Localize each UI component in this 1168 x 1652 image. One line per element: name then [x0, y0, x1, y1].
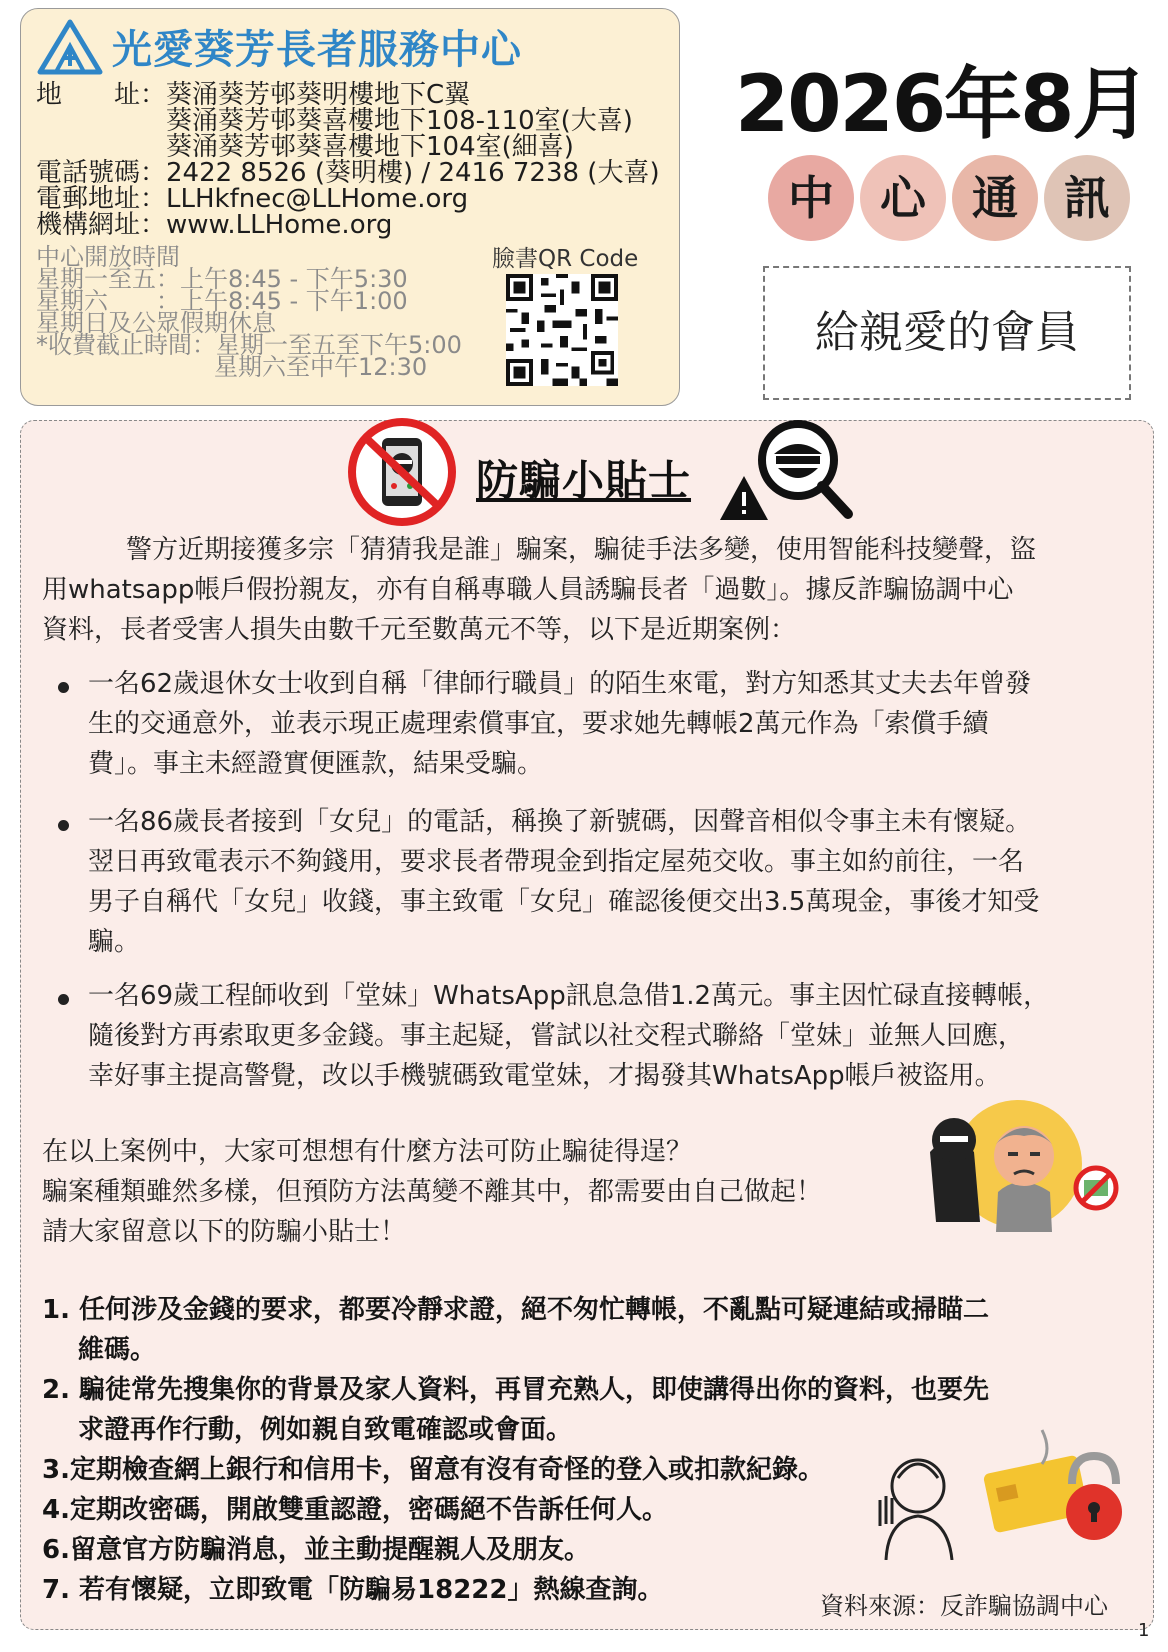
- scam-illustration: [900, 1092, 1122, 1232]
- address-line-3: 葵涌葵芳邨葵喜樓地下104室(細喜): [166, 132, 574, 162]
- intro-line-3: 資料，長者受害人損失由數千元至數萬元不等，以下是近期案例：: [42, 615, 797, 645]
- tip-2-line-2: 求證再作行動，例如親自致電確認或會面。: [78, 1415, 573, 1445]
- newsletter-char-3: 通: [952, 155, 1038, 241]
- case3-line-2: 隨後對方再索取更多金錢。事主起疑，嘗試以社交程式聯絡「堂妹」並無人回應，: [88, 1021, 1025, 1051]
- tip-1-line-2: 維碼。: [78, 1335, 157, 1365]
- issue-date: 2026年8月: [735, 60, 1149, 150]
- hours-holiday: 星期日及公眾假期休息: [36, 309, 276, 337]
- intro-line-1: 警方近期接獲多宗「猜猜我是誰」騙案，騙徒手法多變，使用智能科技變聲，盜: [126, 535, 1037, 565]
- no-phone-icon: [346, 416, 458, 528]
- hours-title: 中心開放時間: [36, 243, 180, 271]
- qr-code-icon[interactable]: [506, 274, 618, 386]
- reflection-line-3: 請大家留意以下的防騙小貼士！: [42, 1217, 407, 1247]
- bullet-icon: [58, 820, 69, 831]
- case3-line-1: 一名69歲工程師收到「堂妹」WhatsApp訊息急借1.2萬元。事主因忙碌直接轉帳，: [88, 981, 1050, 1011]
- reflection-line-1: 在以上案例中，大家可想想有什麼方法可防止騙徒得逞？: [42, 1137, 693, 1167]
- case1-line-2: 生的交通意外，並表示現正處理索償事宜，要求她先轉帳2萬元作為「索償手續: [88, 709, 989, 739]
- case2-line-2: 翌日再致電表示不夠錢用，要求長者帶現金到指定屋苑交收。事主如約前往，一名: [88, 847, 1025, 877]
- greeting-box: 給親愛的會員: [763, 266, 1131, 400]
- fee-cutoff-weekday: *收費截止時間：星期一至五至下午5:00: [36, 331, 462, 359]
- case1-line-1: 一名62歲退休女士收到自稱「律師行職員」的陌生來電，對方知悉其丈夫去年曾發: [88, 669, 1032, 699]
- logo-icon: [34, 16, 106, 78]
- hours-saturday: 星期六 ：上午8:45 - 下午1:00: [36, 287, 408, 315]
- case2-line-4: 騙。: [88, 927, 141, 957]
- website-line: 機構網址：www.LLHome.org: [36, 210, 393, 240]
- bullet-icon: [58, 682, 69, 693]
- spy-alert-icon: [716, 412, 856, 528]
- case2-line-3: 男子自稱代「女兒」收錢，事主致電「女兒」確認後便交出3.5萬現金，事後才知受: [88, 887, 1040, 917]
- newsletter-char-2: 心: [860, 155, 946, 241]
- phone-line: 電話號碼：2422 8526 (葵明樓) / 2416 7238 (大喜): [36, 158, 660, 188]
- tip-3: 3.定期檢查網上銀行和信用卡，留意有沒有奇怪的登入或扣款紀錄。: [42, 1455, 824, 1485]
- hours-weekday: 星期一至五：上午8:45 - 下午5:30: [36, 265, 408, 293]
- newsletter-char-1: 中: [768, 155, 854, 241]
- address-line-2: 葵涌葵芳邨葵喜樓地下108-110室(大喜): [166, 106, 633, 136]
- page-number: 1: [1138, 1620, 1150, 1641]
- address-line-1: 葵涌葵芳邨葵明樓地下C翼: [166, 80, 471, 110]
- tip-2-line-1: 2. 騙徒常先搜集你的背景及家人資料，再冒充熟人，即使講得出你的資料，也要先: [42, 1375, 990, 1405]
- intro-line-2: 用whatsapp帳戶假扮親友，亦有自稱專職人員誘騙長者「過數」。據反詐騙協調中心: [42, 575, 1014, 605]
- newsletter-char-4: 訊: [1044, 155, 1130, 241]
- bullet-icon: [58, 994, 69, 1005]
- email-line: 電郵地址：LLHkfnec@LLHome.org: [36, 184, 469, 214]
- case2-line-1: 一名86歲長者接到「女兒」的電話，稱換了新號碼，因聲音相似令事主未有懷疑。: [88, 807, 1032, 837]
- tip-4: 4.定期改密碼，開啟雙重認證，密碼絕不告訴任何人。: [42, 1495, 668, 1525]
- source-note: 資料來源：反詐騙協調中心: [820, 1592, 1108, 1620]
- card-lock-illustration: [872, 1420, 1122, 1560]
- case1-line-3: 費」。事主未經證實便匯款，結果受騙。: [88, 749, 544, 779]
- org-name: 光愛葵芳長者服務中心: [112, 27, 522, 73]
- tips-title: 防騙小貼士: [476, 456, 692, 505]
- case3-line-3: 幸好事主提高警覺，改以手機號碼致電堂妹，才揭發其WhatsApp帳戶被盜用。: [88, 1061, 1001, 1091]
- reflection-line-2: 騙案種類雖然多樣，但預防方法萬變不離其中，都需要由自己做起！: [42, 1177, 823, 1207]
- address-label: 地 址：: [36, 80, 167, 110]
- tip-1-line-1: 1. 任何涉及金錢的要求，都要冷靜求證，絕不匆忙轉帳，不亂點可疑連結或掃瞄二: [42, 1295, 990, 1325]
- fee-cutoff-saturday: 星期六至中午12:30: [214, 353, 428, 381]
- qr-label: 臉書QR Code: [492, 246, 639, 272]
- tip-6: 6.留意官方防騙消息，並主動提醒親人及朋友。: [42, 1535, 590, 1565]
- tip-7: 7. 若有懷疑，立即致電「防騙易18222」熱線查詢。: [42, 1575, 664, 1605]
